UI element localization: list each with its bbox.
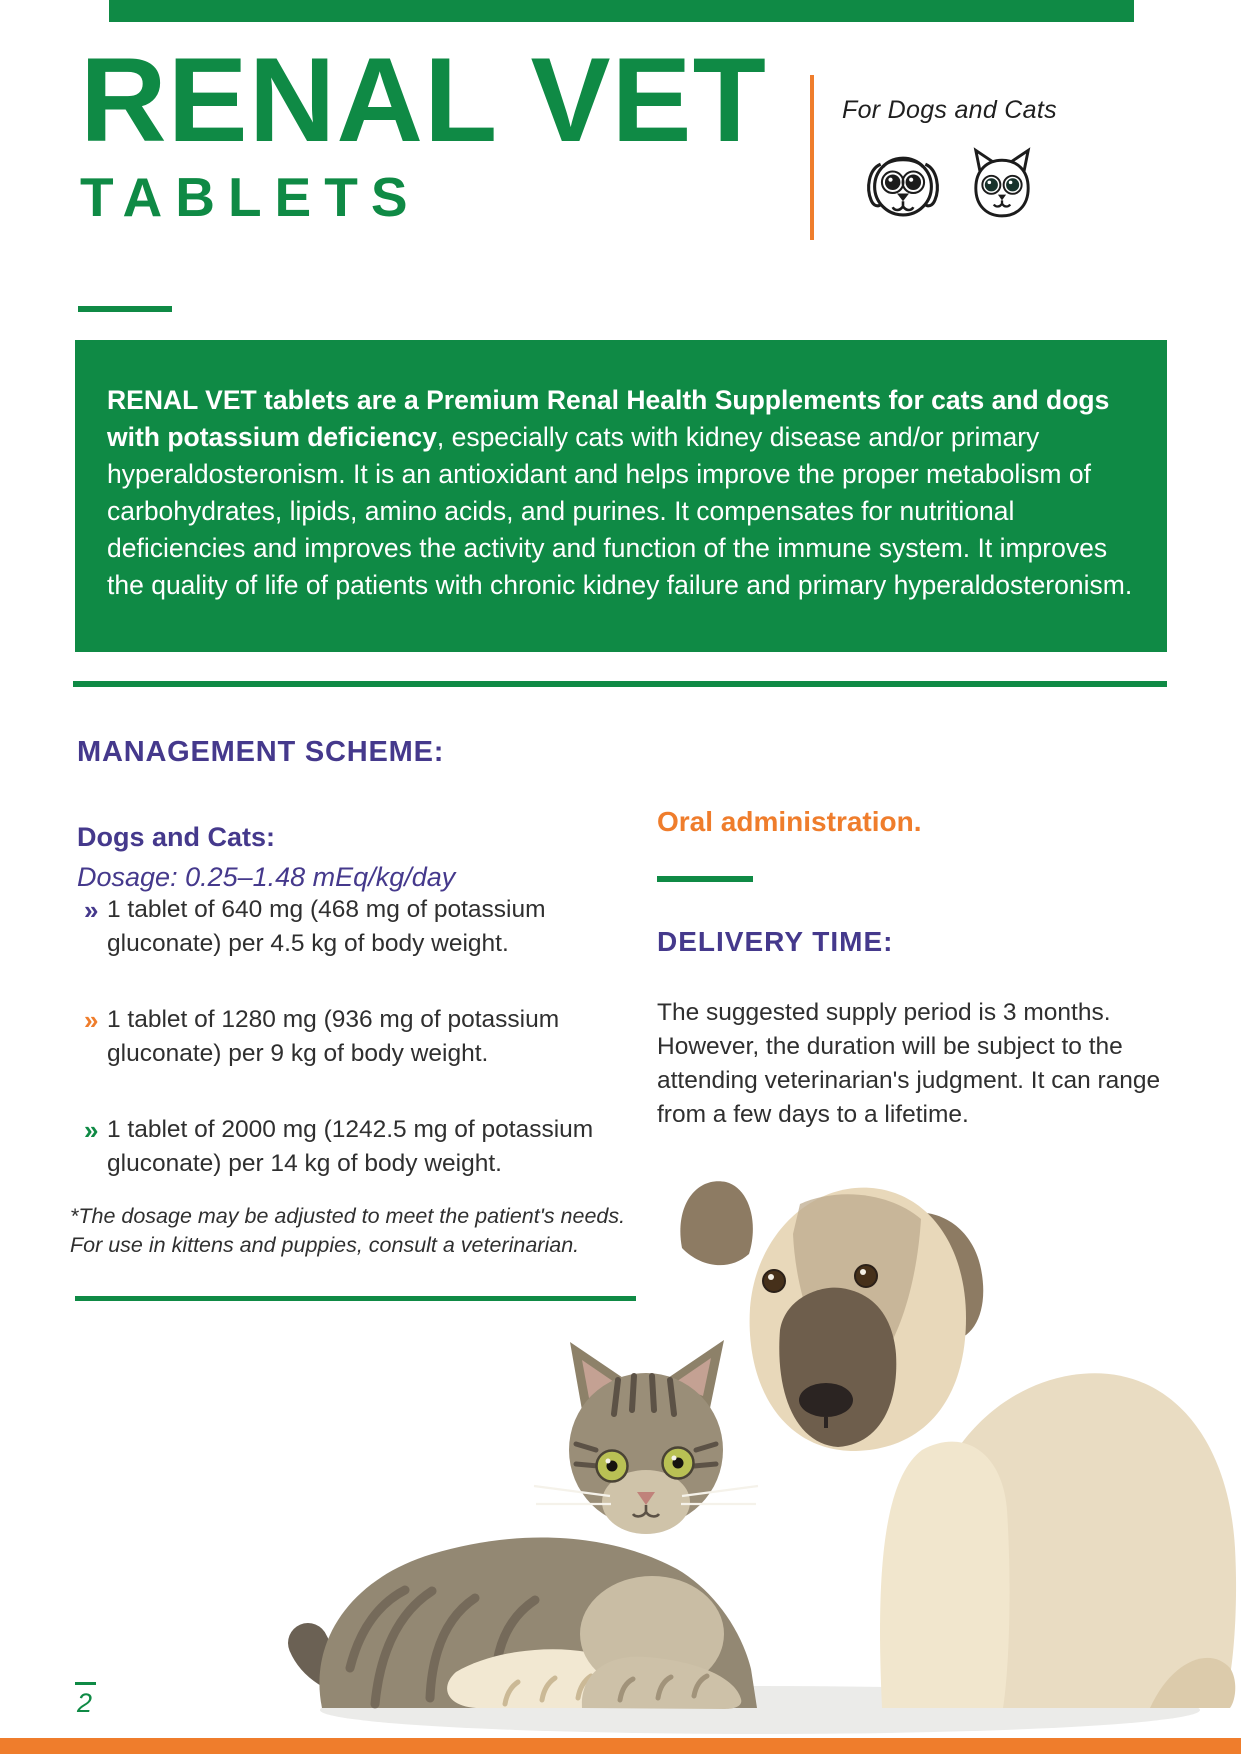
management-scheme-heading: MANAGEMENT SCHEME: [77, 736, 445, 768]
header-vertical-divider [810, 75, 814, 240]
top-accent-bar [109, 0, 1134, 22]
dosage-list-item [84, 1003, 597, 1071]
delivery-time-text: The suggested supply period is 3 months. However, the duration will be subject to the attending veterinarian's judgment. It can range from a few days to a lifetime. [657, 999, 1161, 1128]
oral-administration-underline [657, 876, 753, 882]
bullet-text: 1 tablet of 2000 mg (1242.5 mg of potassium gluconate) per 14 kg of body weight. [107, 1116, 594, 1177]
title-block [80, 33, 767, 228]
dosage-list-item [84, 893, 597, 961]
intro-text-bold: RENAL VET tablets are a Premium Renal Health Supplements for cats and dogs with potassium deficiency [107, 385, 1110, 452]
audience-icons [860, 143, 1102, 225]
page-subtitle: TABLETS [80, 166, 421, 228]
bullet-marker: » [84, 1115, 99, 1145]
intro-box [75, 340, 1167, 652]
dog-head [680, 1181, 983, 1451]
dosage-footnote: *The dosage may be adjusted to meet the patient's needs. For use in kittens and puppies, consult a veterinarian. [70, 1204, 626, 1257]
title-accent-dash [78, 306, 172, 312]
page-title: RENAL VET [80, 33, 767, 167]
audience-label: For Dogs and Cats [842, 96, 1057, 124]
oral-administration-heading: Oral administration. [657, 806, 922, 837]
bullet-marker: » [84, 895, 99, 925]
bullet-text: 1 tablet of 640 mg (468 mg of potassium gluconate) per 4.5 kg of body weight. [107, 896, 546, 957]
cat-face-icon [966, 143, 1038, 225]
species-label: Dogs and Cats: [77, 822, 276, 852]
section-divider [73, 681, 1167, 687]
intro-text [107, 382, 1135, 604]
page-number-dash [75, 1682, 96, 1685]
cat-head [534, 1340, 758, 1534]
intro-text-rest: , especially cats with kidney disease and/or primary hyperaldosteronism. It is an antioxidant and helps improve the proper metabolism of carbohydrates, lipids, amino acids, and purines. It compensates for nutritional deficiencies and improves the activity and function of the immune system. It improves the quality of life of patients with chronic kidney failure and primary hyperaldosteronism. [107, 422, 1133, 600]
bullet-text: 1 tablet of 1280 mg (936 mg of potassium gluconate) per 9 kg of body weight. [107, 1006, 560, 1067]
delivery-time-heading: DELIVERY TIME: [657, 926, 894, 957]
dog-face-icon [860, 143, 946, 225]
bottom-accent-bar [0, 1738, 1241, 1754]
dosage-label: Dosage: 0.25–1.48 mEq/kg/day [77, 862, 456, 892]
bullet-marker: » [84, 1005, 99, 1035]
audience-block [842, 96, 1102, 225]
cat-and-dog-photo [280, 1148, 1241, 1740]
page-number: 2 [77, 1688, 93, 1718]
